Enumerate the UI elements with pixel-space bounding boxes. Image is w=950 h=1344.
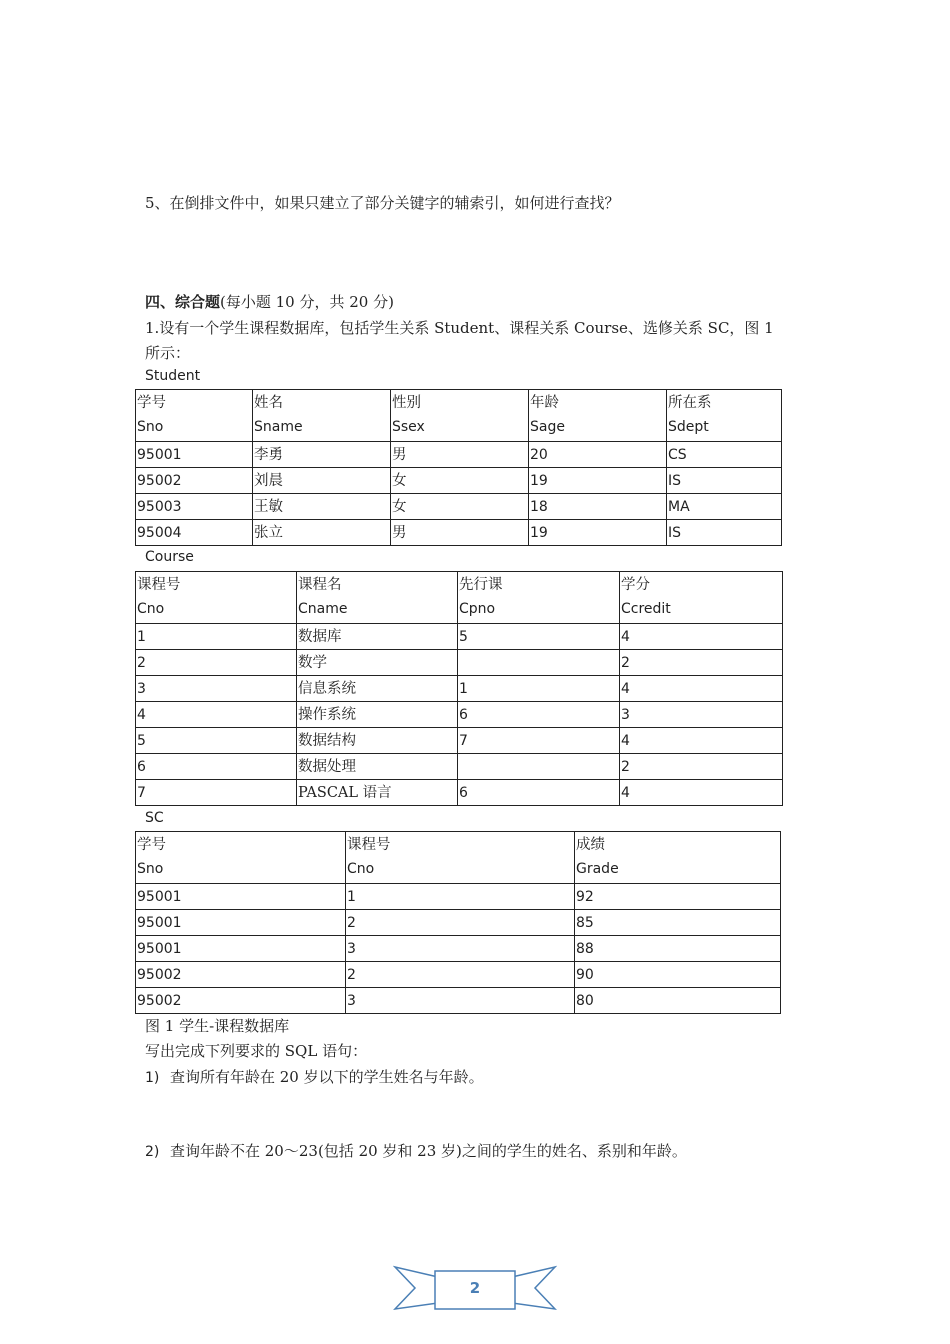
table-cell: PASCAL 语言	[297, 780, 458, 806]
header-cell: 课程名 Cname	[297, 572, 458, 624]
table-cell: 1	[458, 676, 620, 702]
header-cell: 性别 Ssex	[391, 390, 529, 442]
table-cell: 95003	[136, 494, 253, 520]
instruction: 写出完成下列要求的 SQL 语句：	[145, 1042, 368, 1060]
table-cell: 数据库	[297, 624, 458, 650]
table-cell: 6	[458, 702, 620, 728]
table-row	[136, 910, 781, 936]
course-table	[135, 571, 783, 806]
table-cell: 19	[529, 520, 667, 546]
table-row	[136, 728, 783, 754]
section-heading	[145, 291, 394, 312]
table-cell: 男	[391, 442, 529, 468]
table-cell	[458, 650, 620, 676]
table-cell: 2	[136, 650, 297, 676]
table-row	[136, 962, 781, 988]
table-cell: 90	[575, 962, 781, 988]
header-cell: 姓名 Sname	[253, 390, 391, 442]
table-cell: IS	[667, 468, 782, 494]
table-cell: 3	[136, 676, 297, 702]
table-cell: 4	[620, 728, 783, 754]
table-cell: 92	[575, 884, 781, 910]
header-cell: 先行课 Cpno	[458, 572, 620, 624]
table-row	[136, 936, 781, 962]
student-table	[135, 389, 782, 546]
table-cell: 95002	[136, 468, 253, 494]
table-row	[136, 624, 783, 650]
table-cell: 操作系统	[297, 702, 458, 728]
table-cell: 5	[136, 728, 297, 754]
intro-line-2: 所示：	[145, 344, 191, 362]
item-text: 查询年龄不在 20～23(包括 20 岁和 23 岁)之间的学生的姓名、系别和年龄。	[170, 1142, 687, 1160]
table-cell: 王敏	[253, 494, 391, 520]
header-cell: 所在系 Sdept	[667, 390, 782, 442]
table-cell: 李勇	[253, 442, 391, 468]
table-cell: 男	[391, 520, 529, 546]
table-cell: 3	[620, 702, 783, 728]
table-cell: 20	[529, 442, 667, 468]
table-cell: 4	[620, 780, 783, 806]
table-header-row	[136, 390, 782, 442]
sc-caption: SC	[145, 810, 164, 826]
item-text: 查询所有年龄在 20 岁以下的学生姓名与年龄。	[170, 1068, 484, 1086]
header-cell: 学号 Sno	[136, 390, 253, 442]
page-number: 2	[469, 1279, 481, 1297]
table-cell: 3	[346, 988, 575, 1014]
table-cell: 信息系统	[297, 676, 458, 702]
table-cell: 数据结构	[297, 728, 458, 754]
table-cell: 95001	[136, 936, 346, 962]
table-cell: 95001	[136, 442, 253, 468]
header-cell: 课程号 Cno	[136, 572, 297, 624]
table-cell	[458, 754, 620, 780]
table-row	[136, 468, 782, 494]
table-cell: 6	[136, 754, 297, 780]
table-cell: MA	[667, 494, 782, 520]
table-cell: 1	[136, 624, 297, 650]
table-row	[136, 780, 783, 806]
table-cell: 3	[346, 936, 575, 962]
table-header-row	[136, 832, 781, 884]
question-5: 5、在倒排文件中，如果只建立了部分关键字的辅索引，如何进行查找？	[145, 194, 620, 212]
table-cell: 5	[458, 624, 620, 650]
table-cell: 张立	[253, 520, 391, 546]
table-header-row	[136, 572, 783, 624]
table-cell: 2	[346, 910, 575, 936]
table-cell: 4	[620, 624, 783, 650]
list-item	[145, 1066, 484, 1087]
table-cell: 95004	[136, 520, 253, 546]
table-cell: 数据处理	[297, 754, 458, 780]
course-caption: Course	[145, 549, 194, 565]
table-cell: IS	[667, 520, 782, 546]
table-cell: 1	[346, 884, 575, 910]
table-cell: 2	[620, 754, 783, 780]
table-cell: 6	[458, 780, 620, 806]
table-cell: 95001	[136, 910, 346, 936]
list-item	[145, 1140, 687, 1161]
table-row	[136, 988, 781, 1014]
header-cell: 学分 Ccredit	[620, 572, 783, 624]
table-cell: 18	[529, 494, 667, 520]
table-row	[136, 650, 783, 676]
header-cell: 成绩 Grade	[575, 832, 781, 884]
table-cell: 女	[391, 468, 529, 494]
table-row	[136, 754, 783, 780]
table-row	[136, 676, 783, 702]
table-cell: 88	[575, 936, 781, 962]
section-note: (每小题 10 分，共 20 分)	[220, 293, 394, 311]
table-cell: 95002	[136, 988, 346, 1014]
student-caption: Student	[145, 368, 201, 384]
table-cell: 4	[136, 702, 297, 728]
table-cell: 2	[620, 650, 783, 676]
table-cell: 刘晨	[253, 468, 391, 494]
table-row	[136, 520, 782, 546]
page-number-badge	[393, 1263, 557, 1313]
table-cell: 19	[529, 468, 667, 494]
table-row	[136, 884, 781, 910]
table-row	[136, 702, 783, 728]
table-cell: 95001	[136, 884, 346, 910]
table-cell: 7	[136, 780, 297, 806]
table-cell: 95002	[136, 962, 346, 988]
table-cell: CS	[667, 442, 782, 468]
table-cell: 2	[346, 962, 575, 988]
table-cell: 85	[575, 910, 781, 936]
table-row	[136, 442, 782, 468]
table-cell: 7	[458, 728, 620, 754]
table-row	[136, 494, 782, 520]
table-cell: 女	[391, 494, 529, 520]
intro-line-1: 1.设有一个学生课程数据库，包括学生关系 Student、课程关系 Course、选修关系 SC，图 1	[145, 319, 774, 337]
item-number: 1)	[145, 1070, 160, 1086]
item-number: 2)	[145, 1144, 160, 1160]
table-cell: 4	[620, 676, 783, 702]
table-cell: 80	[575, 988, 781, 1014]
header-cell: 学号 Sno	[136, 832, 346, 884]
header-cell: 课程号 Cno	[346, 832, 575, 884]
table-cell: 数学	[297, 650, 458, 676]
sc-table	[135, 831, 781, 1014]
figure-caption: 图 1 学生-课程数据库	[145, 1017, 290, 1035]
header-cell: 年龄 Sage	[529, 390, 667, 442]
section-title: 四、综合题	[145, 293, 221, 311]
